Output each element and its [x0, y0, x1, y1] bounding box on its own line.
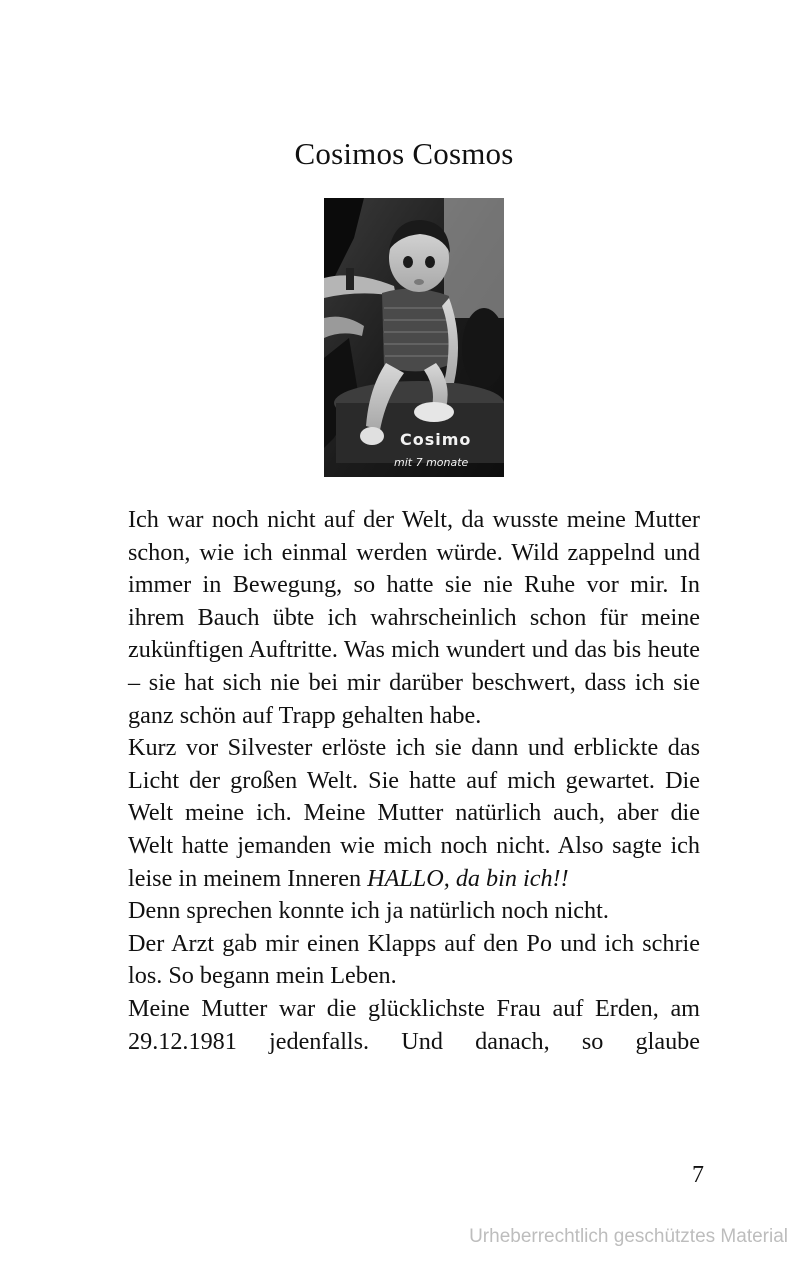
paragraph-2-text: Kurz vor Silvester erlöste ich sie dann und erblickte das Licht der großen Welt. Sie hatte auf mich gewartet. Die Welt meine ich. Meine Mutter natürlich auch, aber die Welt hatte jemanden wie mich noch nicht. Also sagte ich leise in meinem Inneren — [128, 734, 700, 892]
photo-caption-name: Cosimo — [400, 430, 472, 449]
paragraph-1: Ich war noch nicht auf der Welt, da wusste meine Mutter schon, wie ich einmal werden würde. Wild zappelnd und immer in Bewegung, so hatte sie nie Ruhe vor mir. In ihrem Bauch übte ich wahrscheinlich schon für meine zukünftigen Auftritte. Was mich wundert und das bis heute – sie hat sich nie bei mir darüber beschwert, dass ich sie ganz schön auf Trapp gehalten habe. — [128, 506, 700, 729]
baby-photo — [324, 198, 504, 477]
copyright-watermark: Urheberrechtlich geschütztes Material — [469, 1226, 788, 1247]
chapter-title: Cosimos Cosmos — [294, 136, 514, 171]
page-number: 7 — [692, 1162, 704, 1188]
paragraph-5: Meine Mutter war die glücklichste Frau auf Erden, am 29.12.1981 jedenfalls. Und danach, so glaube — [128, 994, 700, 1055]
paragraph-3: Denn sprechen konnte ich ja natürlich noch nicht. — [128, 897, 609, 925]
body-text — [128, 504, 700, 1058]
paragraph-2 — [128, 732, 700, 895]
paragraph-4: Der Arzt gab mir einen Klapps auf den Po und ich schrie los. So begann mein Leben. — [128, 929, 700, 990]
paragraph-2-italic: HALLO, da bin ich!! — [367, 864, 569, 892]
photo-caption-age: mit 7 monate — [394, 456, 469, 469]
